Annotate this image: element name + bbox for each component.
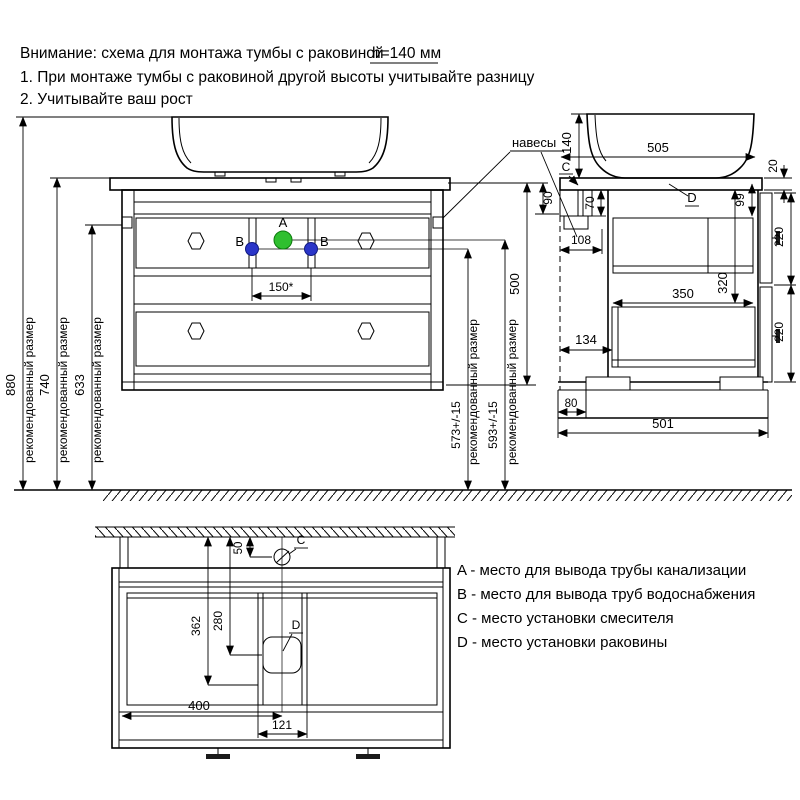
legend-line-b: B - место для вывода труб водоснабжения — [457, 586, 756, 603]
front-view — [3, 117, 577, 490]
dim-505: 505 — [647, 140, 669, 155]
point-b-water-left — [246, 243, 259, 256]
dim-80: 80 — [564, 398, 578, 410]
header — [20, 45, 535, 108]
dim-350: 350 — [672, 286, 694, 301]
legend-line-c: C - место установки смесителя — [457, 610, 674, 627]
dim-593-note: рекомендованный размер — [505, 319, 519, 465]
dim-150-label: 150* — [268, 280, 294, 294]
side-label-c: C — [561, 160, 571, 174]
dim-140: 140 — [559, 132, 574, 154]
hex-knob — [358, 233, 374, 249]
right-hanger-block — [433, 217, 443, 228]
legend-line-a: A - место для вывода трубы канализации — [457, 562, 747, 579]
label-b-left: B — [235, 234, 244, 249]
left-hanger-block — [122, 217, 132, 228]
hex-knob — [358, 323, 374, 339]
dim-150 — [252, 268, 311, 301]
plan-label-d: D — [291, 618, 301, 632]
plan-wall — [95, 527, 455, 537]
hangers-leader-left — [443, 152, 510, 218]
side-countertop — [560, 178, 762, 190]
dim-362: 362 — [189, 615, 203, 637]
legend — [457, 562, 755, 651]
front-countertop — [110, 178, 450, 190]
dim-880-note: рекомендованный размер — [22, 317, 36, 463]
dim-50: 50 — [233, 541, 245, 555]
front-sink — [172, 117, 388, 176]
legend-line-d: D - место установки раковины — [457, 634, 668, 651]
dim-280: 280 — [211, 610, 225, 632]
dim-220-top: 220 — [772, 226, 786, 248]
dim-880: 880 — [3, 374, 18, 396]
side-carcass — [558, 190, 780, 418]
dim-220-bottom: 220 — [772, 321, 786, 343]
side-drawer-box-bottom — [612, 307, 755, 367]
hex-knob — [188, 233, 204, 249]
point-a-sewage — [274, 231, 292, 249]
label-b-right: B — [320, 234, 329, 249]
point-b-water-right — [305, 243, 318, 256]
hangers-label: навесы — [512, 135, 557, 150]
dim-134: 134 — [575, 332, 597, 347]
dim-740: 740 — [37, 374, 52, 396]
plan-foot-left — [206, 754, 230, 759]
dim-90: 90 — [541, 191, 555, 205]
header-note-2: 2. Учитывайте ваш рост — [20, 91, 193, 108]
header-note-1: 1. При монтаже тумбы с раковиной другой высоты учитывайте разницу — [20, 69, 535, 86]
ground — [14, 490, 792, 501]
hex-knob — [188, 323, 204, 339]
drawer-bottom-front — [136, 312, 429, 366]
side-c-callout — [559, 160, 578, 185]
side-view — [558, 114, 796, 438]
hangers-callout — [443, 135, 577, 237]
side-drawer-box-top — [613, 218, 753, 273]
dim-320: 320 — [715, 272, 730, 294]
dim-573: 573+/-15 — [449, 401, 463, 449]
header-title-height: h=140 мм — [372, 45, 442, 62]
dim-740-note: рекомендованный размер — [56, 317, 70, 463]
label-a: A — [278, 215, 288, 230]
ground-hatch — [103, 490, 792, 501]
dim-593: 593+/-15 — [486, 401, 500, 449]
dim-400: 400 — [188, 698, 210, 713]
dim-70: 70 — [583, 196, 597, 210]
header-title: Внимание: схема для монтажа тумбы с раковиной — [20, 45, 384, 62]
side-drawer-front-top — [760, 193, 772, 283]
dim-633: 633 — [72, 374, 87, 396]
side-label-d: D — [687, 190, 697, 205]
dim-501: 501 — [652, 416, 674, 431]
dim-108: 108 — [570, 233, 592, 247]
plan-view — [95, 527, 455, 759]
side-bracket — [560, 190, 606, 254]
plan-drain — [263, 618, 303, 673]
plan-label-c: C — [296, 533, 306, 547]
front-right-dims — [446, 183, 559, 490]
dim-20: 20 — [766, 159, 780, 173]
plan-foot-right — [356, 754, 380, 759]
plan-mixer — [233, 533, 308, 565]
side-d-callout — [669, 184, 699, 206]
side-drawer-front-bottom — [760, 287, 772, 382]
dim-121: 121 — [271, 718, 293, 732]
dim-573-note: рекомендованный размер — [466, 319, 480, 465]
side-sink — [587, 114, 754, 178]
dim-99: 99 — [733, 193, 747, 207]
dim-633-note: рекомендованный размер — [90, 317, 104, 463]
dim-500: 500 — [507, 273, 522, 295]
